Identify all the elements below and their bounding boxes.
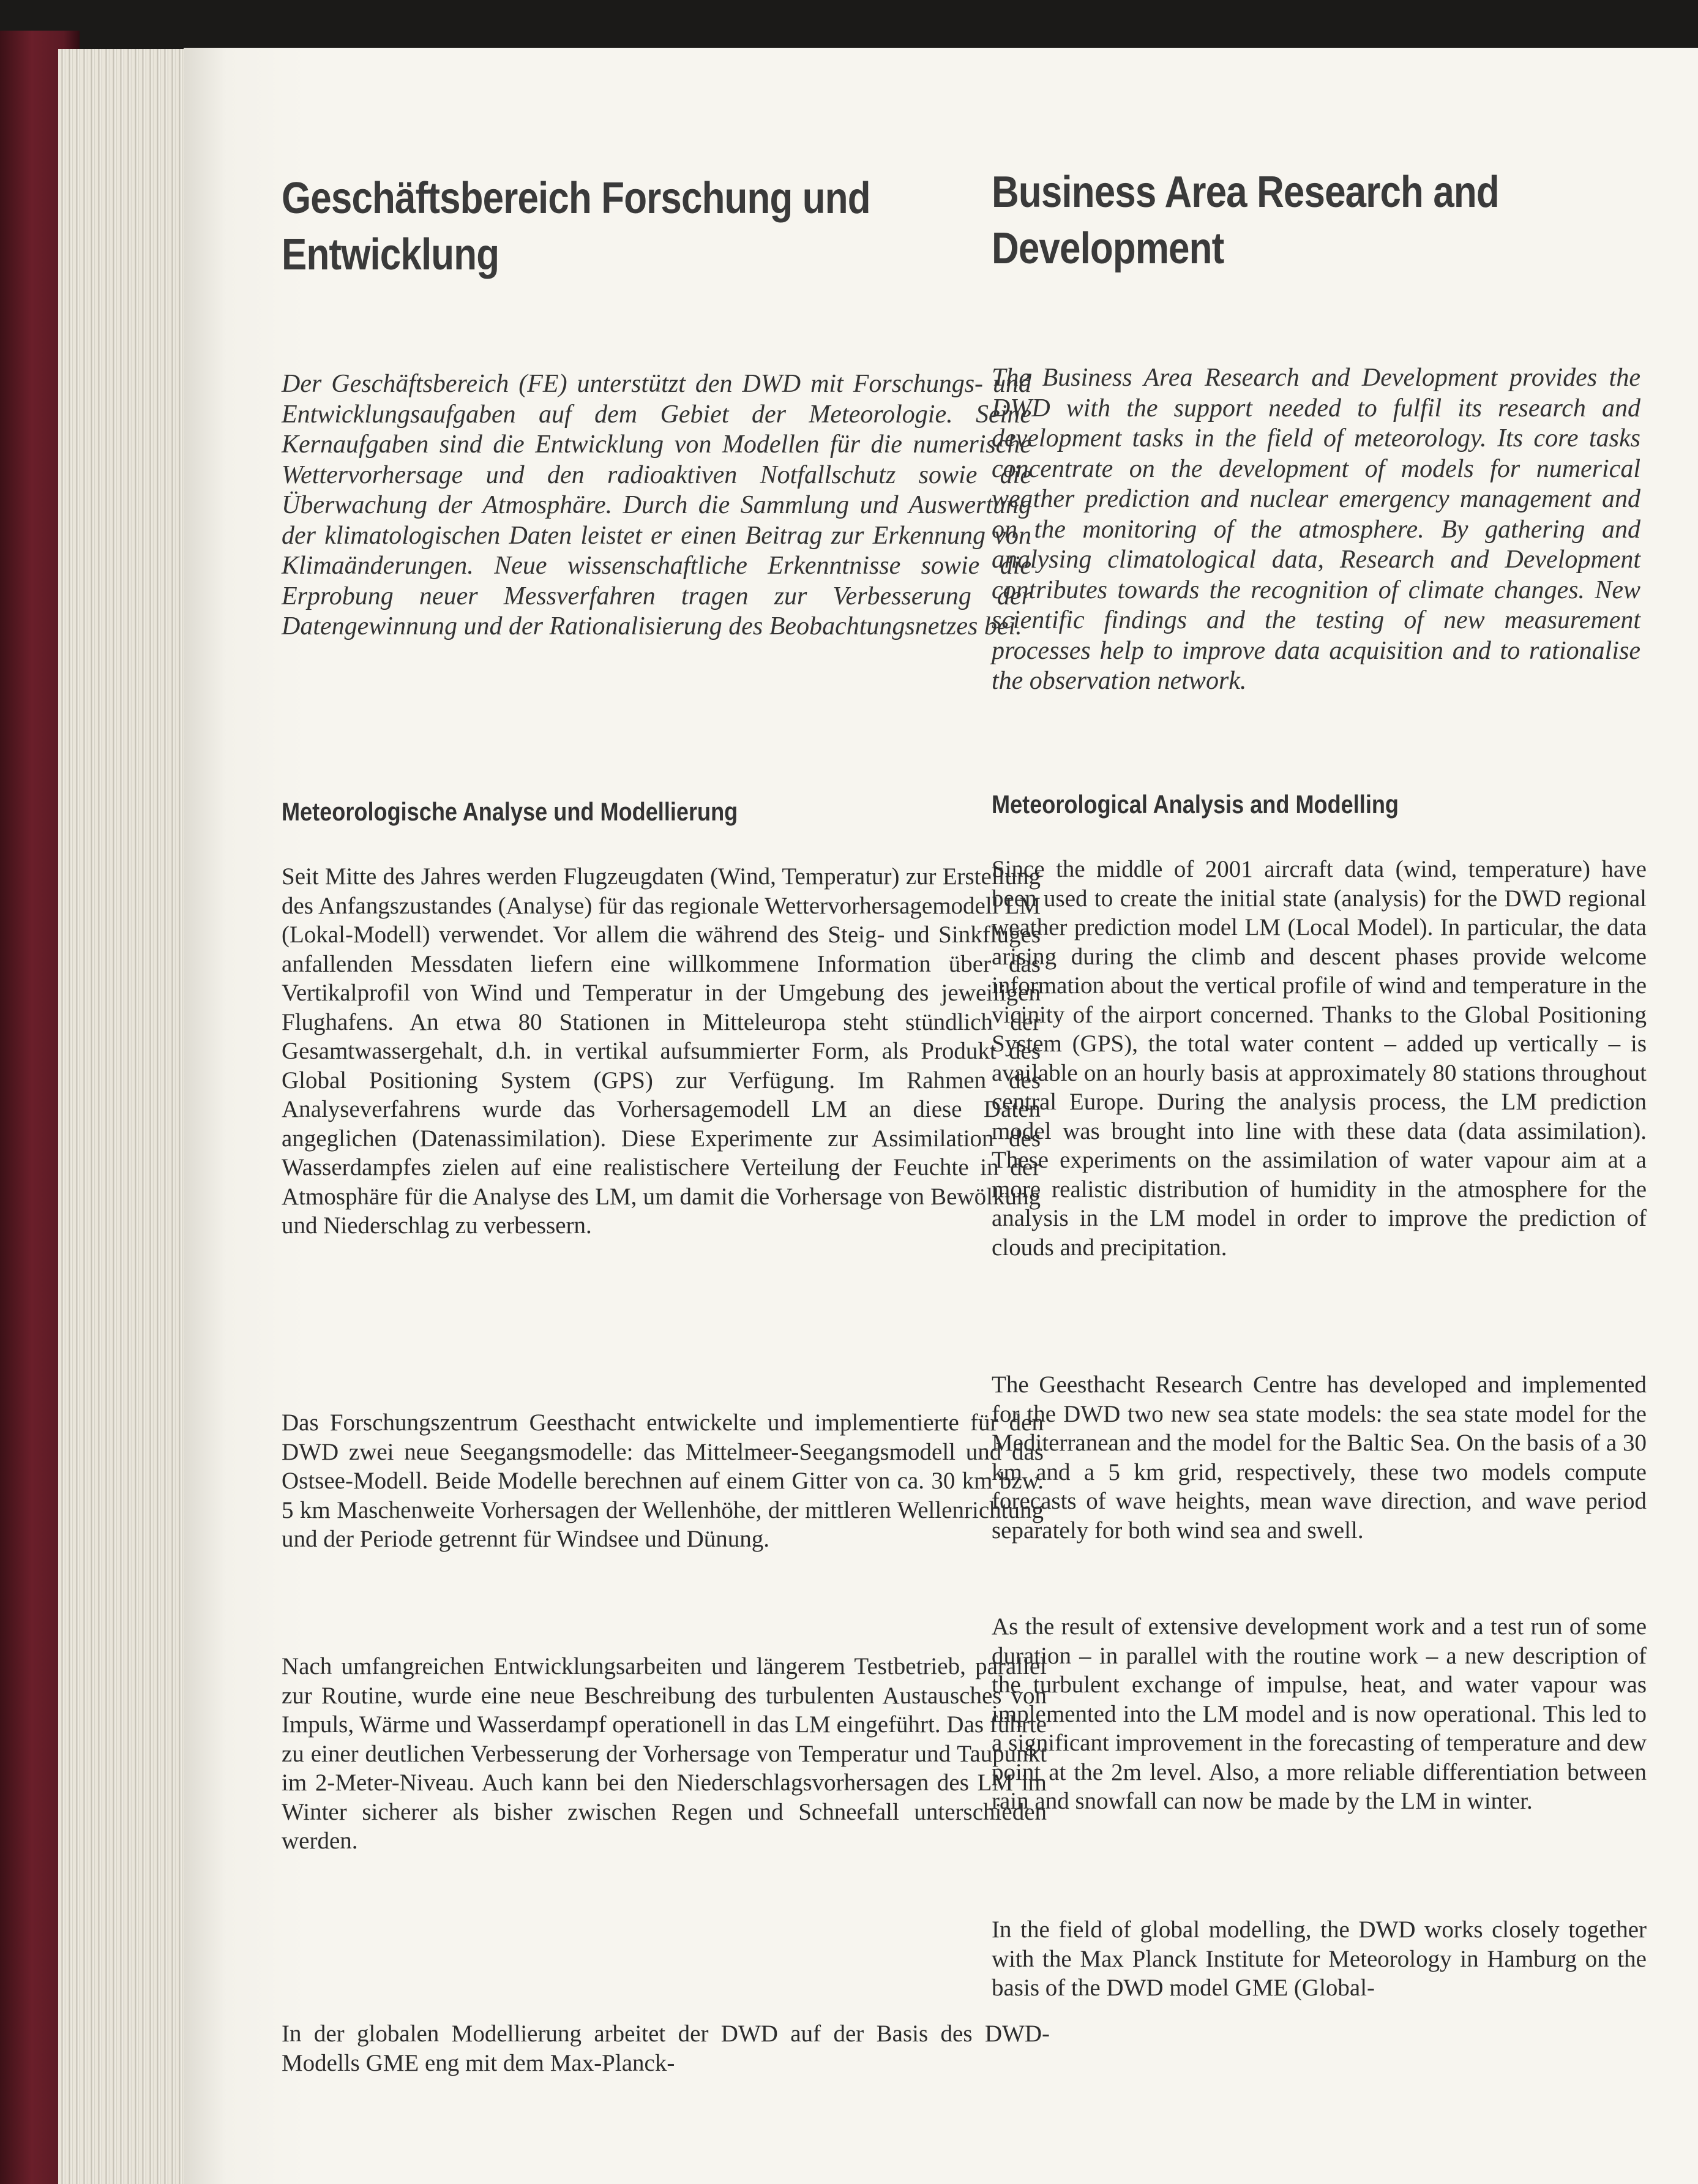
- english-section-heading: Meteorological Analysis and Modelling: [992, 790, 1399, 819]
- english-intro: The Business Area Research and Development provides the DWD with the support needed to fulfil its research and development tasks in the field of meteorology. Its core tasks concentrate on the development of models for numerical weather prediction and nuclear emergency management and on the monitoring of the atmosphere. By gathering and analysing climatological data, Research and Development contributes towards the recognition of climate changes. New scientific findings and the testing of new measurement processes help to improve data acquisition and to rationalise the observation network.: [992, 364, 1640, 695]
- german-title: Geschäftsbereich Forschung und Entwicklung: [282, 174, 870, 279]
- german-section-heading: Meteorologische Analyse und Modellierung: [282, 797, 738, 826]
- english-paragraph-4: In the field of global modelling, the DWD works closely together with the Max Planck Institute for Meteorology in Hamburg on the basis of the DWD model GME (Global-: [992, 1916, 1647, 2001]
- english-title: Business Area Research and Development: [992, 168, 1499, 273]
- page-edges: [58, 49, 205, 2184]
- german-paragraph-2: Das Forschungszentrum Geesthacht entwickelte und implementierte für den DWD zwei neue Seegangsmodelle: das Mittelmeer-Seegangsmodell und das Ostsee-Modell. Beide Modelle berechnen auf einem Gitter von ca. 30 km bzw. 5 km Maschenweite Vorhersagen der Wellenhöhe, der mittleren Wellenrichtung und der Periode getrennt für Windsee und Dünung.: [282, 1409, 1044, 1552]
- english-paragraph-1: Since the middle of 2001 aircraft data (wind, temperature) have been used to create the initial state (analysis) for the DWD regional weather prediction model LM (Local Model). In particular, the data arising during the climb and descent phases provide welcome information about the vertical profile of wind and temperature in the vicinity of the airport concerned. Thanks to the Global Positioning System (GPS), the total water content – added up vertically – is available on an hourly basis at approximately 80 stations throughout central Europe. During the analysis process, the LM prediction model was brought into line with these data (data assimilation). These experiments on the assimilation of water vapour aim at a more realistic distribution of humidity in the atmosphere for the analysis in the LM model in order to improve the prediction of clouds and precipitation.: [992, 856, 1647, 1261]
- german-paragraph-3: Nach umfangreichen Entwicklungsarbeiten und längerem Testbetrieb, parallel zur Routine, wurde eine neue Beschreibung des turbulenten Austausches von Impuls, Wärme und Wasserdampf operationell in das LM eingeführt. Das führte zu einer deutlichen Verbesserung der Vorhersage von Temperatur und Taupunkt im 2-Meter-Niveau. Auch kann bei den Niederschlagsvorhersagen des LM im Winter sicherer als bisher zwischen Regen und Schneefall unterschieden werden.: [282, 1653, 1047, 1854]
- german-paragraph-4: In der globalen Modellierung arbeitet der DWD auf der Basis des DWD-Modells GME eng mit dem Max-Planck-: [282, 2021, 1050, 2076]
- english-paragraph-3: As the result of extensive development work and a test run of some duration – in parallel with the routine work – a new description of the turbulent exchange of impulse, heat, and water vapour was implemented into the LM model and is now operational. This led to a significant improvement in the forecasting of temperature and dew point at the 2m level. Also, a more reliable differentiation between rain and snowfall can now be made by the LM in winter.: [992, 1613, 1647, 1814]
- book-page: [184, 48, 1698, 2184]
- english-paragraph-2: The Geesthacht Research Centre has developed and implemented for the DWD two new sea state models: the sea state model for the Mediterranean and the model for the Baltic Sea. On the basis of a 30 km and a 5 km grid, respectively, these two models compute forecasts of wave heights, mean wave direction, and wave period separately for both wind sea and swell.: [992, 1372, 1647, 1544]
- german-intro: Der Geschäftsbereich (FE) unterstützt den DWD mit Forschungs- und Entwicklungsaufgaben auf dem Gebiet der Meteorologie. Seine Kernaufgaben sind die Entwicklung von Modellen für die numerische Wettervorhersage und den radioaktiven Notfallschutz sowie die Überwachung der Atmosphäre. Durch die Sammlung und Auswertung der klimatologischen Daten leistet er einen Beitrag zur Erkennung von Klimaänderungen. Neue wissenschaftliche Erkenntnisse sowie die Erprobung neuer Messverfahren tragen zur Verbesserung der Datengewinnung und der Rationalisierung des Beobachtungsnetzes bei.: [282, 370, 1031, 640]
- german-paragraph-1: Seit Mitte des Jahres werden Flugzeugdaten (Wind, Temperatur) zur Erstellung des Anfangszustandes (Analyse) für das regionale Wettervorhersagemodell LM (Lokal-Modell) verwendet. Vor allem die während des Steig- und Sinkfluges anfallenden Messdaten liefern eine willkommene Information über das Vertikalprofil von Wind und Temperatur in der Umgebung des jeweiligen Flughafens. An etwa 80 Stationen in Mitteleuropa steht stündlich der Gesamtwassergehalt, d.h. in vertikal aufsummierter Form, als Produkt des Global Positioning System (GPS) zur Verfügung. Im Rahmen des Analyseverfahrens wurde das Vorhersagemodell LM an diese Daten angeglichen (Datenassimilation). Diese Experimente zur Assimilation des Wasserdampfes zielen auf eine realistischere Verteilung der Feuchte in der Atmosphäre für die Analyse des LM, um damit die Vorhersage von Bewölkung und Niederschlag zu verbessern.: [282, 863, 1041, 1239]
